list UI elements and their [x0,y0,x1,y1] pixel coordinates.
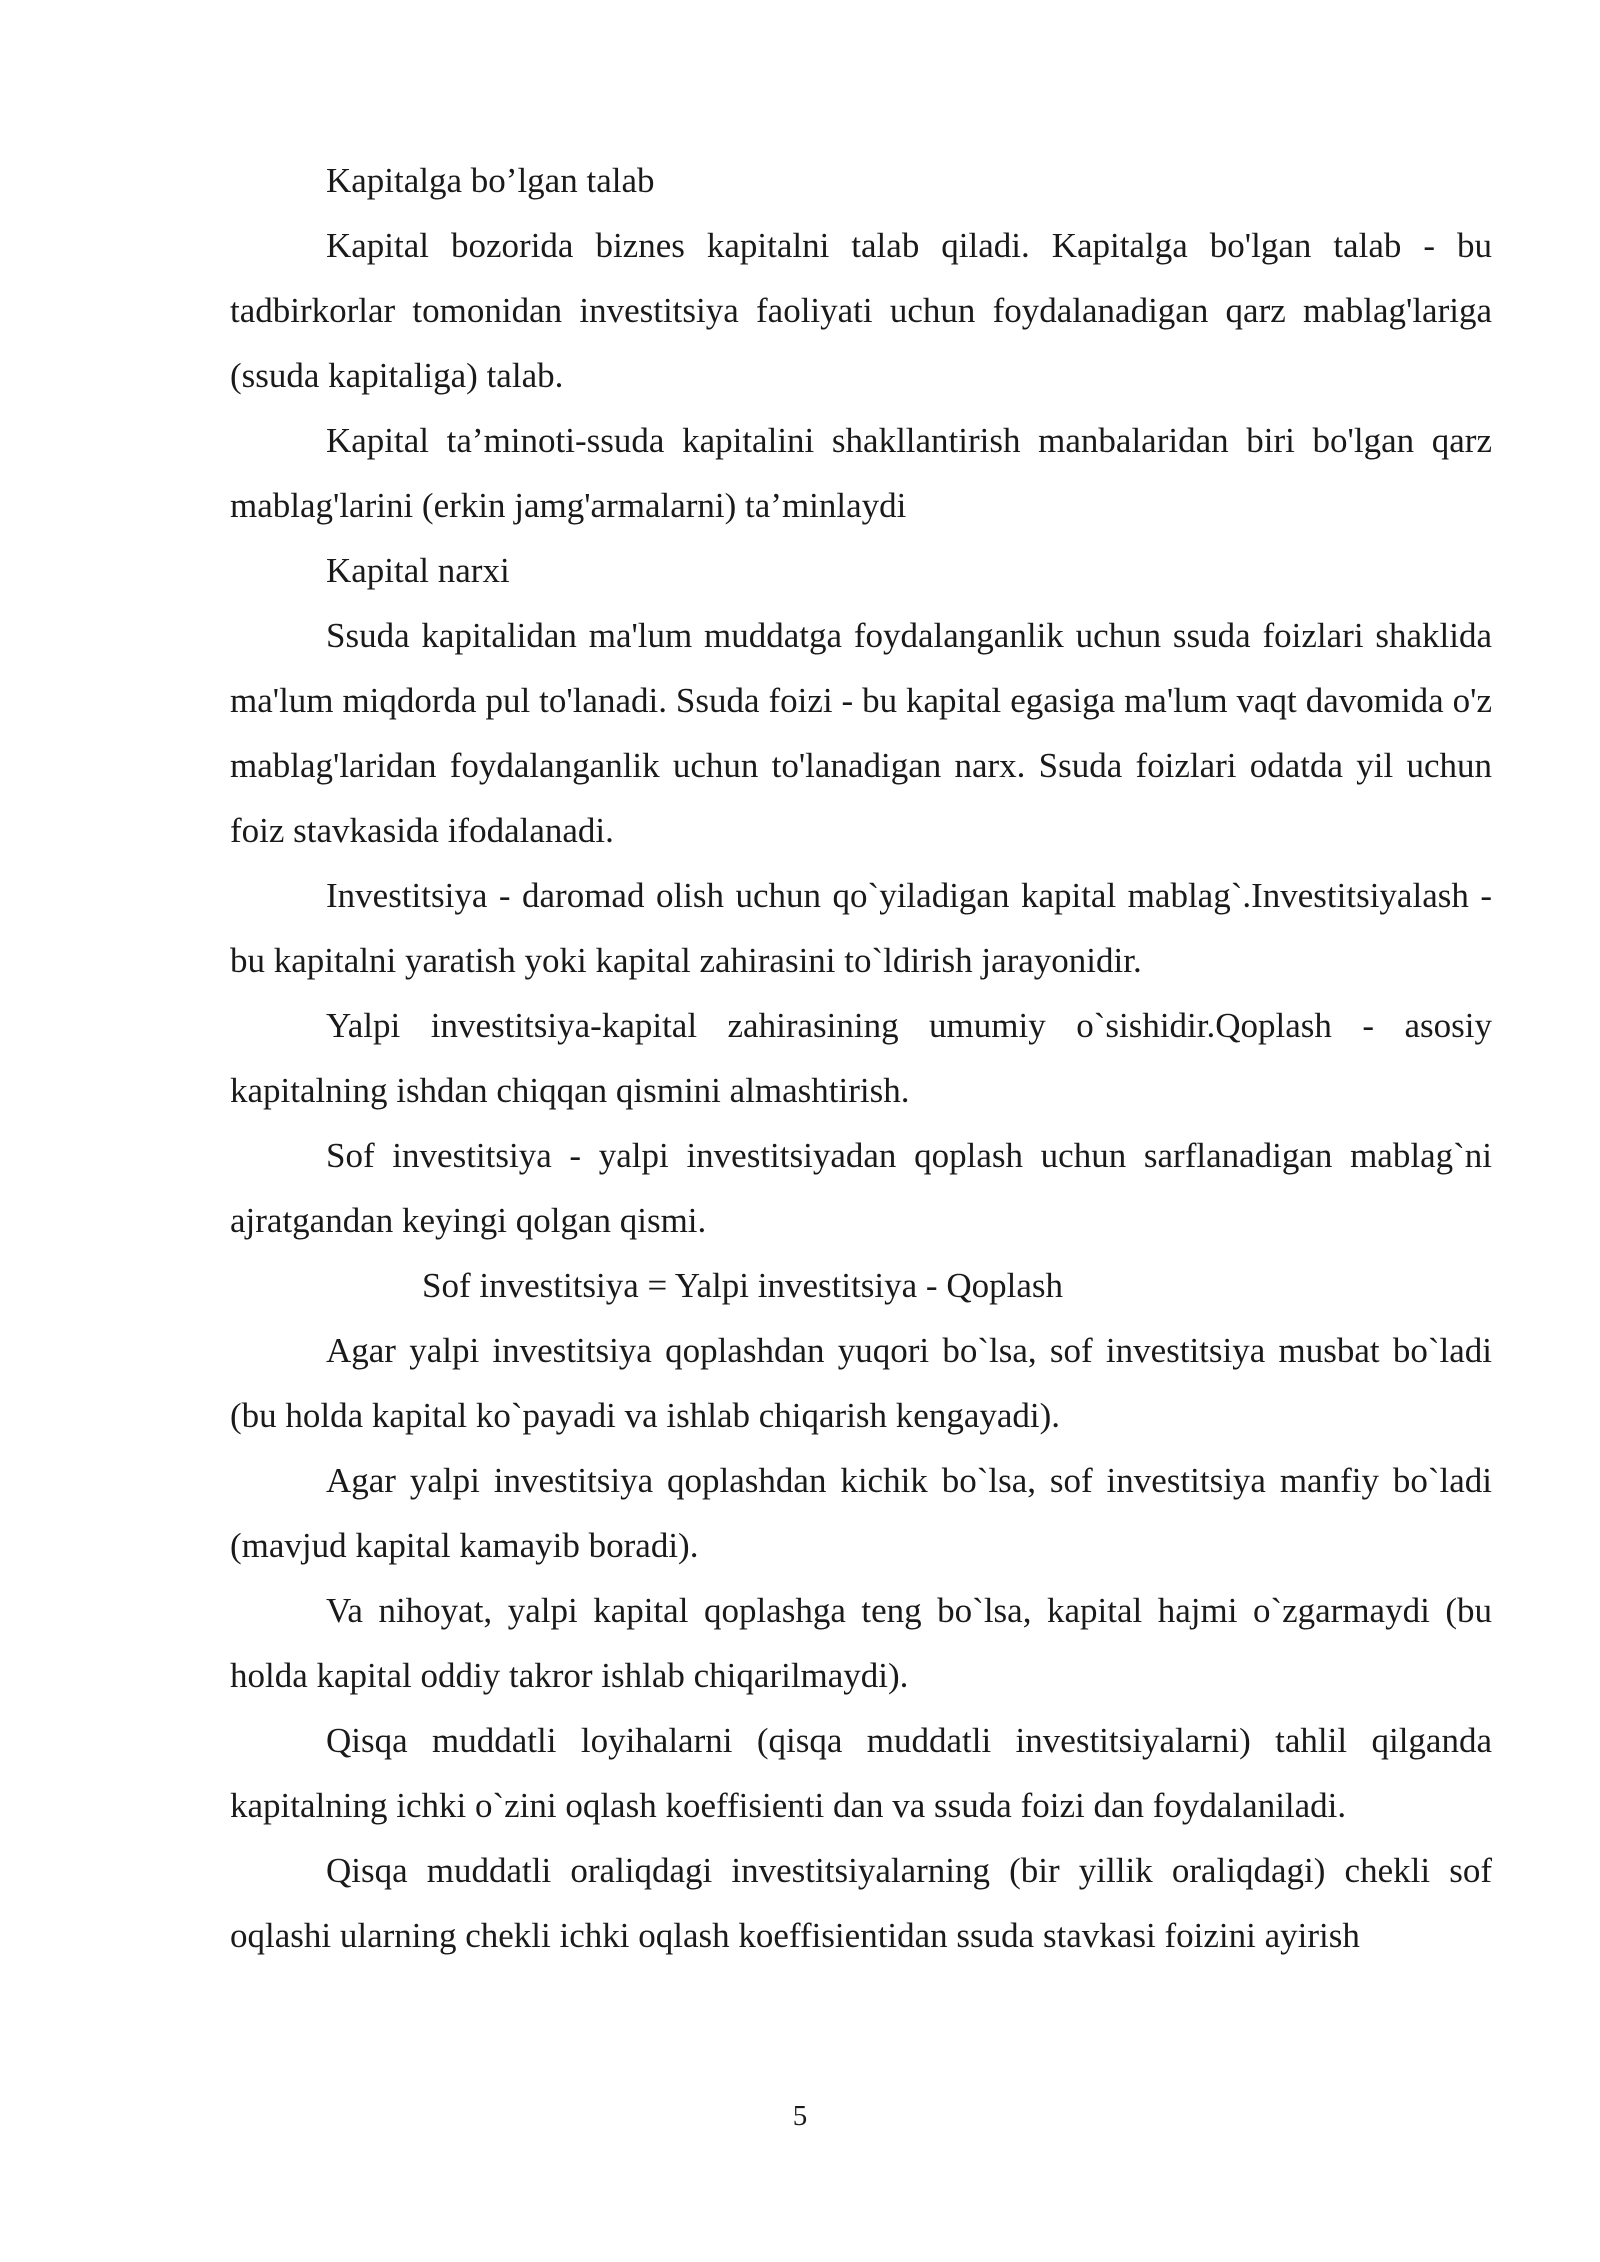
section-heading: Kapitalga bo’lgan talab [326,161,655,200]
paragraph: Va nihoyat, yalpi kapital qoplashga teng bo`lsa, kapital hajmi o`zgarmaydi (bu holda kapital oddiy takror ishlab chiqarilmaydi). [230,1591,1492,1695]
paragraph: Kapital bozorida biznes kapitalni talab qiladi. Kapitalga bo'lgan talab - bu tadbirkorlar tomonidan investitsiya faoliyati uchun foydalanadigan qarz mablag'lariga (ssuda kapitaliga) talab. [230,226,1492,395]
paragraph: Qisqa muddatli loyihalarni (qisqa muddatli investitsiyalarni) tahlil qilganda kapitalning ichki o`zini oqlash koeffisienti dan va ssuda foizi dan foydalaniladi. [230,1721,1492,1825]
paragraph: Qisqa muddatli oraliqdagi investitsiyalarning (bir yillik oraliqdagi) chekli sof oqlashi ularning chekli ichki oqlash koeffisientidan ssuda stavkasi foizini ayirish [230,1851,1492,1955]
paragraph: Agar yalpi investitsiya qoplashdan kichik bo`lsa, sof investitsiya manfiy bo`ladi (mavjud kapital kamayib boradi). [230,1461,1492,1565]
paragraph: Yalpi investitsiya-kapital zahirasining umumiy o`sishidir.Qoplash - asosiy kapitalning ishdan chiqqan qismini almashtirish. [230,1006,1492,1110]
paragraph: Investitsiya - daromad olish uchun qo`yiladigan kapital mablag`.Investitsiyalash - bu kapitalni yaratish yoki kapital zahirasini to`ldirish jarayonidir. [230,876,1492,980]
paragraph: Agar yalpi investitsiya qoplashdan yuqori bo`lsa, sof investitsiya musbat bo`ladi (bu holda kapital ko`payadi va ishlab chiqarish kengayadi). [230,1331,1492,1435]
paragraph: Kapital ta’minoti-ssuda kapitalini shakllantirish manbalaridan biri bo'lgan qarz mablag'larini (erkin jamg'armalarni) ta’minlaydi [230,421,1492,525]
paragraph: Sof investitsiya - yalpi investitsiyadan qoplash uchun sarflanadigan mablag`ni ajratgandan keyingi qolgan qismi. [230,1136,1492,1240]
formula: Sof investitsiya = Yalpi investitsiya - Qoplash [422,1266,1063,1305]
paragraph: Ssuda kapitalidan ma'lum muddatga foydalanganlik uchun ssuda foizlari shaklida ma'lum miqdorda pul to'lanadi. Ssuda foizi - bu kapital egasiga ma'lum vaqt davomida o'z mablag'laridan foydalanganlik uchun to'lanadigan narx. Ssuda foizlari odatda yil uchun foiz stavkasida ifodalanadi. [230,616,1492,850]
document-body [230,148,1492,1968]
page-number: 5 [792,2100,808,2132]
section-heading: Kapital narxi [326,551,510,590]
